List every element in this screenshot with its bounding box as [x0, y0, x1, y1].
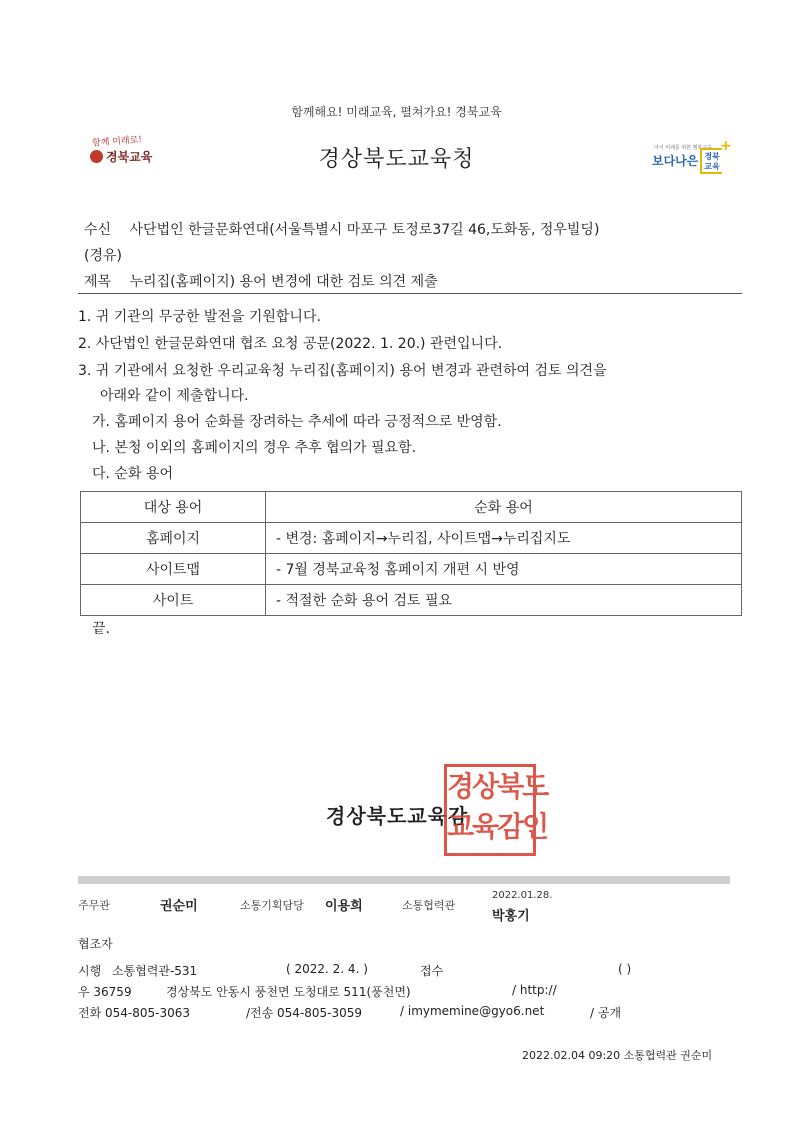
- table-row: [81, 585, 742, 616]
- better-education-logo: [650, 138, 732, 180]
- stamp-line-2: 교육감인: [447, 810, 548, 843]
- table-cell-desc: - 변경: 홈페이지→누리집, 사이트맵→누리집지도: [266, 523, 742, 554]
- email-link[interactable]: / imymemine@gyo6.net: [400, 1004, 545, 1018]
- recipient-label: 수신: [84, 222, 112, 238]
- approval-name-3: 박홍기: [492, 909, 530, 924]
- table-row: [81, 523, 742, 554]
- phone-number: 전화 054-805-3063: [78, 1006, 191, 1020]
- logo-left-script: 함께 미래로!: [91, 135, 143, 149]
- table-cell-desc: - 7월 경북교육청 홈페이지 개편 시 반영: [266, 554, 742, 585]
- approval-role-2: 소통기획담당: [240, 899, 304, 912]
- footer-band: [78, 876, 730, 884]
- recipient-value: 사단법인 한글문화연대(서울특별시 마포구 토정로37길 46,도화동, 정우빌딩): [129, 222, 600, 238]
- end-mark: 끝.: [92, 621, 110, 637]
- enforce-date: ( 2022. 2. 4. ): [286, 962, 368, 976]
- approval-date-3: 2022.01.28.: [492, 890, 553, 901]
- slogan: 함께해요! 미래교육, 펼쳐가요! 경북교육: [291, 105, 502, 119]
- zip-code: 우 36759: [78, 985, 132, 999]
- table-cell-term: 사이트: [81, 585, 266, 616]
- table-header-row: [81, 492, 742, 523]
- logo-right-box: 경북 교육: [700, 148, 722, 174]
- cooperator-label: 협조자: [78, 937, 113, 951]
- official-seal-stamp: [444, 764, 548, 856]
- terms-table: [80, 491, 742, 616]
- approval-name-1: 권순미: [160, 899, 198, 914]
- table-cell-term: 사이트맵: [81, 554, 266, 585]
- subject-label: 제목: [84, 274, 112, 290]
- logo-right-tiny: 아이 미래를 위한 행복교육: [654, 145, 712, 151]
- address: 경상북도 안동시 풍천면 도청대로 511(풍천면): [166, 985, 411, 999]
- signer-title: 경상북도교육감: [326, 804, 469, 828]
- item-na: 나. 본청 이외의 홈페이지의 경우 추후 협의가 필요함.: [92, 440, 417, 456]
- table-cell-term: 홈페이지: [81, 523, 266, 554]
- disclosure-status: / 공개: [590, 1006, 622, 1020]
- approval-role-1: 주무관: [78, 899, 110, 912]
- paragraph-3b: 아래와 같이 제출합니다.: [100, 388, 249, 404]
- print-timestamp: 2022.02.04 09:20 소통협력관 권순미: [522, 1049, 713, 1062]
- paragraph-2: 2. 사단법인 한글문화연대 협조 요청 공문(2022. 1. 20.) 관련입니다.: [78, 336, 503, 352]
- stamp-line-1: 경상북도: [447, 770, 548, 803]
- enforce-number: 소통협력관-531: [112, 964, 198, 978]
- homepage-link[interactable]: / http://: [512, 983, 557, 997]
- header-divider: [78, 293, 742, 294]
- receive-label: 접수: [420, 964, 444, 978]
- subject-row: [84, 271, 438, 291]
- table-cell-desc: - 적절한 순화 용어 검토 필요: [266, 585, 742, 616]
- recipient-row: [84, 219, 599, 239]
- item-da: 다. 순화 용어: [92, 466, 173, 482]
- subject-value: 누리집(홈페이지) 용어 변경에 대한 검토 의견 제출: [129, 274, 438, 290]
- table-header-term: 대상 용어: [81, 492, 266, 523]
- item-ga: 가. 홈페이지 용어 순화를 장려하는 추세에 따라 긍정적으로 반영함.: [92, 414, 502, 430]
- table-row: [81, 554, 742, 585]
- org-title: 경상북도교육청: [318, 147, 475, 172]
- paragraph-1: 1. 귀 기관의 무궁한 발전을 기원합니다.: [78, 309, 321, 325]
- approval-name-2: 이용희: [325, 899, 363, 914]
- via-label: (경유): [84, 248, 122, 264]
- logo-right-main: 보다나은: [652, 154, 699, 168]
- receive-paren: ( ): [618, 962, 632, 976]
- approval-role-3: 소통협력관: [402, 899, 456, 912]
- fax-number: /전송 054-805-3059: [246, 1006, 363, 1020]
- logo-left-name: 경북교육: [106, 150, 153, 164]
- paragraph-3a: 3. 귀 기관에서 요청한 우리교육청 누리집(홈페이지) 용어 변경과 관련하여 검토 의견을: [78, 363, 607, 379]
- plus-icon: +: [720, 138, 732, 154]
- enforce-label: 시행: [78, 964, 102, 978]
- table-header-desc: 순화 용어: [266, 492, 742, 523]
